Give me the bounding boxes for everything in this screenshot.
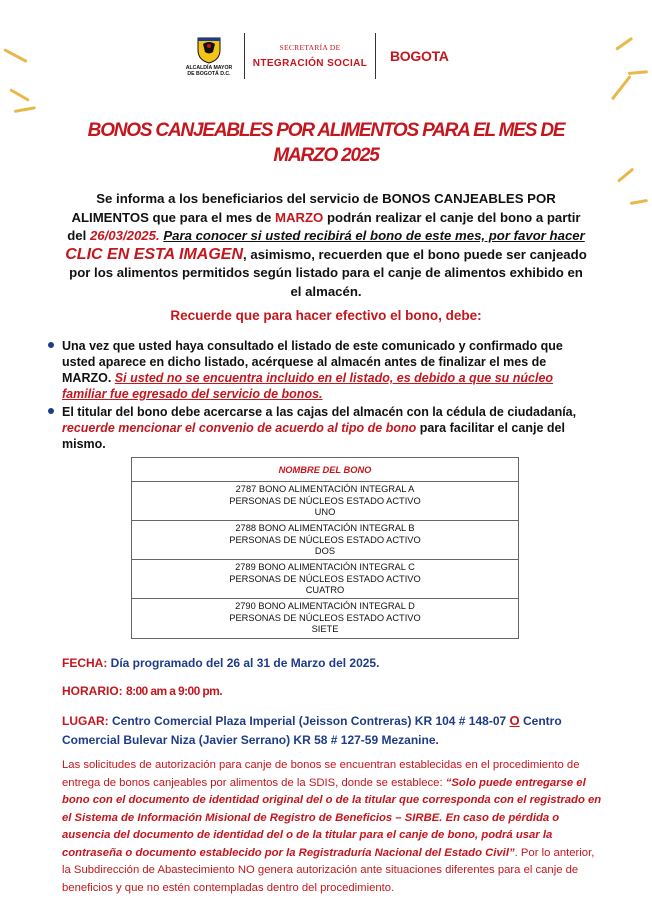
crest-caption-line-2: DE BOGOTÁ D.C. [187, 70, 231, 77]
click-image-link[interactable]: CLIC EN ESTA IMAGEN [65, 245, 244, 263]
table-cell-line: 2790 BONO ALIMENTACIÓN INTEGRAL D [235, 601, 415, 611]
intro-month: MARZO [274, 209, 324, 225]
lugar-value: Centro Comercial Plaza Imperial (Jeisson Contreras) KR 104 # 148-07 [112, 714, 507, 728]
header-divider [375, 33, 376, 79]
requirements-list [48, 338, 592, 454]
list-item [48, 338, 592, 402]
secretaria-main-text: NTEGRACIÓN SOCIAL [252, 58, 368, 69]
lugar-value: Centro Comercial Bulevar Niza (Javier Serrano) KR 58 # 127-59 Mezanine. [62, 714, 562, 747]
horario-line [62, 684, 602, 698]
bullet-icon [48, 342, 54, 348]
header-divider [244, 33, 245, 79]
table-row [132, 599, 518, 638]
lugar-line [62, 711, 602, 750]
list-link[interactable]: Para conocer si usted recibirá el bono de este mes, por favor hacer [163, 228, 585, 243]
table-cell-line: PERSONAS DE NÚCLEOS ESTADO ACTIVO [229, 612, 421, 623]
bonos-table [131, 457, 519, 639]
institution-header [180, 30, 449, 82]
table-cell-line: 2788 BONO ALIMENTACIÓN INTEGRAL B [235, 523, 415, 533]
table-cell-line: PERSONAS DE NÚCLEOS ESTADO ACTIVO [229, 495, 421, 506]
table-row [132, 482, 518, 521]
table-cell-line: UNO [314, 507, 336, 517]
crest-caption-line-1: ALCALDÍA MAYOR [185, 64, 233, 71]
notice-quote: “Solo puede entregarse el bono con el documento de identidad original del o de la titular que corresponda con el registrado en el Sistema de Información Misional de Registro de Beneficios – SIRBE. En caso de pérdida o ausencia del documento de identidad del o de la titular para el canje de bono, podrá usar la contraseña o documento establecido por la Registraduría Nacional del Estado Civil” [62, 776, 602, 859]
decorative-rays-left [0, 40, 60, 130]
secretaria-logo [251, 43, 369, 69]
bullet-text: Una vez que usted haya consultado el listado de este comunicado y confirmado que usted aparece en dicho listado, acérquese al almacén antes de finalizar el mes de MARZO. [62, 339, 563, 385]
lugar-or: O [509, 713, 520, 728]
intro-date: 26/03/2025. [89, 228, 160, 243]
table-cell-line: PERSONAS DE NÚCLEOS ESTADO ACTIVO [229, 534, 421, 545]
title-line-2: MARZO 2025 [273, 145, 379, 166]
intro-text: Se informa a los beneficiarios del servicio de BONOS CANJEABLES POR ALIMENTOS que para el mes de [71, 191, 556, 225]
bullet-text: El titular del bono debe acercarse a las cajas del almacén con la cédula de ciudadanía, [62, 405, 577, 419]
table-cell-line: PERSONAS DE NÚCLEOS ESTADO ACTIVO [229, 573, 421, 584]
bullet-emphasis: recuerde mencionar el convenio de acuerdo al tipo de bono [62, 421, 417, 435]
intro-text: podrán realizar el canje del bono a partir del [67, 209, 581, 243]
fecha-value: Día programado del 26 al 31 de Marzo del 2025. [110, 656, 380, 670]
table-header: NOMBRE DEL BONO [132, 458, 518, 482]
crest-caption [186, 65, 233, 77]
intro-text: , asimismo, recuerden que el bono puede ser canjeado por los alimentos permitidos según listado para el canje de alimentos exhibido en el almacén. [69, 246, 587, 299]
page-title [60, 118, 592, 168]
table-row [132, 521, 518, 560]
fecha-label: FECHA: [62, 656, 108, 670]
table-cell-line: 2787 BONO ALIMENTACIÓN INTEGRAL A [235, 484, 415, 494]
table-cell-line: CUATRO [305, 585, 345, 595]
table-cell-line: SIETE [311, 624, 339, 634]
table-cell-line: 2789 BONO ALIMENTACIÓN INTEGRAL C [235, 562, 415, 572]
reminder-heading: Recuerde que para hacer efectivo el bono, debe: [170, 308, 482, 323]
horario-label: HORARIO: [62, 684, 123, 698]
fecha-line [62, 656, 602, 670]
table-cell-line: DOS [314, 546, 336, 556]
list-item [48, 404, 592, 452]
title-line-1: BONOS CANJEABLES POR ALIMENTOS PARA EL MES DE [87, 120, 565, 141]
bullet-warning: Si usted no se encuentra incluido en el listado, es debido a que su núcleo familiar fue egresado del servicio de bonos. [62, 371, 554, 401]
notice-text: . Por lo anterior, la Subdirección de Abastecimiento NO genera autorización ante situaciones diferentes para el canje de beneficios y que no estén contempladas dentro del procedimiento. [62, 846, 595, 894]
lugar-label: LUGAR: [62, 714, 109, 728]
bullet-icon [48, 408, 54, 414]
horario-value: 8:00 am a 9:00 pm. [126, 684, 222, 698]
secretaria-small-text: SECRETARÍA DE [279, 43, 341, 52]
bullet-text: para facilitar el canje del mismo. [62, 421, 565, 451]
notice-text: Las solicitudes de autorización para canje de bonos se encuentran establecidas en el procedimiento de entrega de bonos canjeables por alimentos de la SDIS, donde se establece: [62, 759, 580, 789]
decorative-rays-right [590, 30, 652, 230]
bogota-crest-icon [196, 36, 222, 64]
bogota-logo-text: BOGOTA [390, 48, 449, 64]
intro-paragraph [62, 190, 590, 301]
table-row [132, 560, 518, 599]
authorization-notice [62, 757, 602, 897]
bogota-crest [180, 36, 238, 77]
